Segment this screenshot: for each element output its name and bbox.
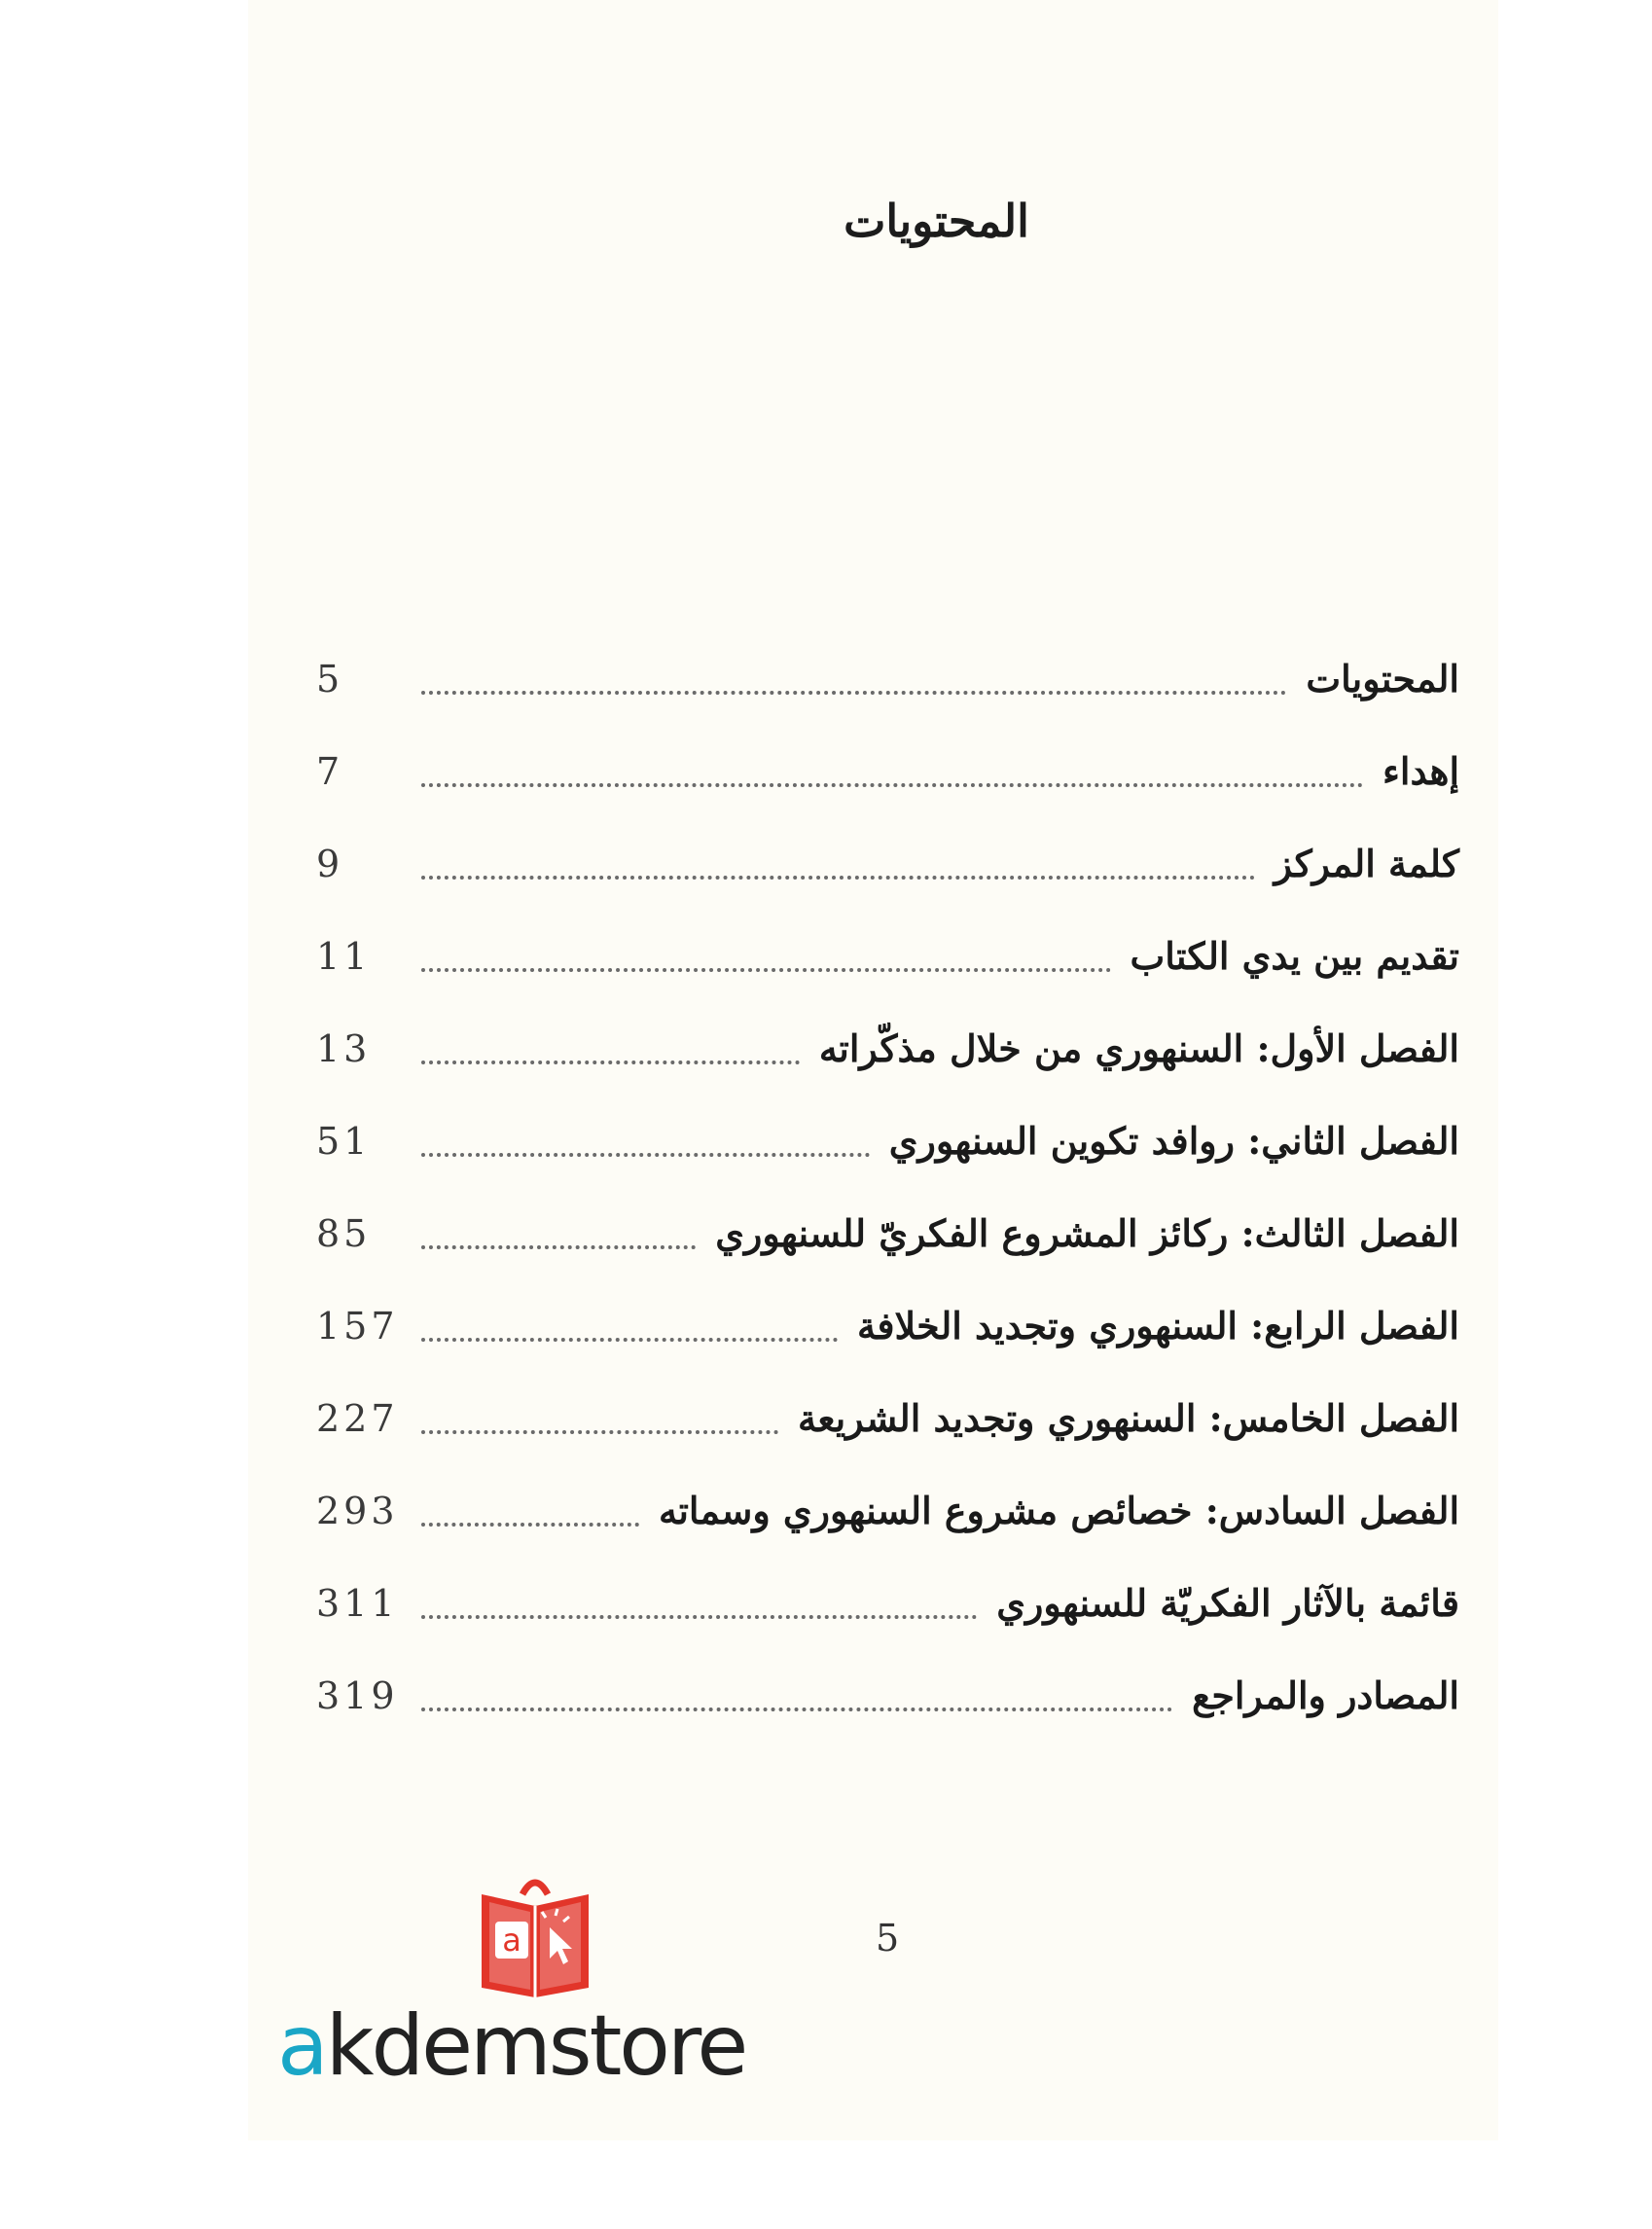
toc-entry-page: 157 xyxy=(316,1304,399,1348)
toc-entry-page: 311 xyxy=(316,1581,399,1625)
toc-entry-label: المصادر والمراجع xyxy=(1192,1673,1459,1717)
toc-row xyxy=(316,1279,1459,1372)
page-number: 5 xyxy=(876,1917,900,1959)
toc-entry-label: المحتويات xyxy=(1306,657,1459,701)
toc-entry-label: تقديم بين يدي الكتاب xyxy=(1130,934,1459,978)
toc-entry-label: إهداء xyxy=(1383,749,1459,793)
toc-leader-dots xyxy=(421,1430,778,1434)
toc-leader-dots xyxy=(421,783,1363,787)
toc-row xyxy=(316,1557,1459,1649)
toc-entry-page: 13 xyxy=(316,1026,372,1070)
toc-entry-label: الفصل السادس: خصائص مشروع السنهوري وسماته xyxy=(658,1489,1459,1532)
toc-row xyxy=(316,910,1459,1002)
toc-entry-label: الفصل الخامس: السنهوري وتجديد الشريعة xyxy=(797,1396,1459,1440)
toc-entry-label: الفصل الثاني: روافد تكوين السنهوري xyxy=(888,1119,1459,1163)
toc-entry-page: 51 xyxy=(316,1119,372,1163)
logo-icon-letter: a xyxy=(502,1922,521,1959)
toc-row xyxy=(316,1002,1459,1095)
toc-entry-label: كلمة المركز xyxy=(1274,842,1459,885)
toc-leader-dots xyxy=(421,968,1111,972)
toc-entry-label: قائمة بالآثار الفكريّة للسنهوري xyxy=(996,1581,1459,1625)
toc-entry-page: 85 xyxy=(316,1211,372,1255)
toc-leader-dots xyxy=(421,876,1255,880)
akdemstore-logo xyxy=(277,1873,783,2095)
toc-leader-dots xyxy=(421,1615,977,1619)
toc-entry-page: 9 xyxy=(316,842,344,885)
toc-leader-dots xyxy=(421,1338,838,1342)
toc-entry-page: 7 xyxy=(316,749,344,793)
toc-entry-page: 319 xyxy=(316,1673,399,1717)
toc-leader-dots xyxy=(421,1153,870,1157)
toc-leader-dots xyxy=(421,1708,1172,1711)
toc-row xyxy=(316,817,1459,910)
page-title: المحتويات xyxy=(844,195,1029,247)
toc-entry-page: 5 xyxy=(316,657,344,701)
toc-entry-page: 227 xyxy=(316,1396,399,1440)
toc-row xyxy=(316,1649,1459,1742)
toc-entry-label: الفصل الرابع: السنهوري وتجديد الخلافة xyxy=(856,1304,1459,1348)
toc-entry-page: 11 xyxy=(316,934,372,978)
toc-row xyxy=(316,1095,1459,1187)
bookstore-bag-icon xyxy=(472,1873,598,1999)
toc-row xyxy=(316,1187,1459,1279)
toc-entry-label: الفصل الأول: السنهوري من خلال مذكّراته xyxy=(818,1026,1459,1070)
toc-leader-dots xyxy=(421,1523,639,1527)
logo-rest: kdemstore xyxy=(325,1997,746,2095)
toc-leader-dots xyxy=(421,1061,800,1064)
toc-row xyxy=(316,632,1459,725)
toc-leader-dots xyxy=(421,1245,696,1249)
toc-row xyxy=(316,1464,1459,1557)
toc-entry-page: 293 xyxy=(316,1489,399,1532)
logo-first-letter: a xyxy=(277,1997,326,2095)
logo-wordmark xyxy=(277,1997,745,2095)
table-of-contents xyxy=(316,632,1459,1742)
toc-leader-dots xyxy=(421,691,1286,695)
toc-entry-label: الفصل الثالث: ركائز المشروع الفكريّ للسنهوري xyxy=(715,1211,1459,1255)
toc-row xyxy=(316,725,1459,817)
toc-row xyxy=(316,1372,1459,1464)
